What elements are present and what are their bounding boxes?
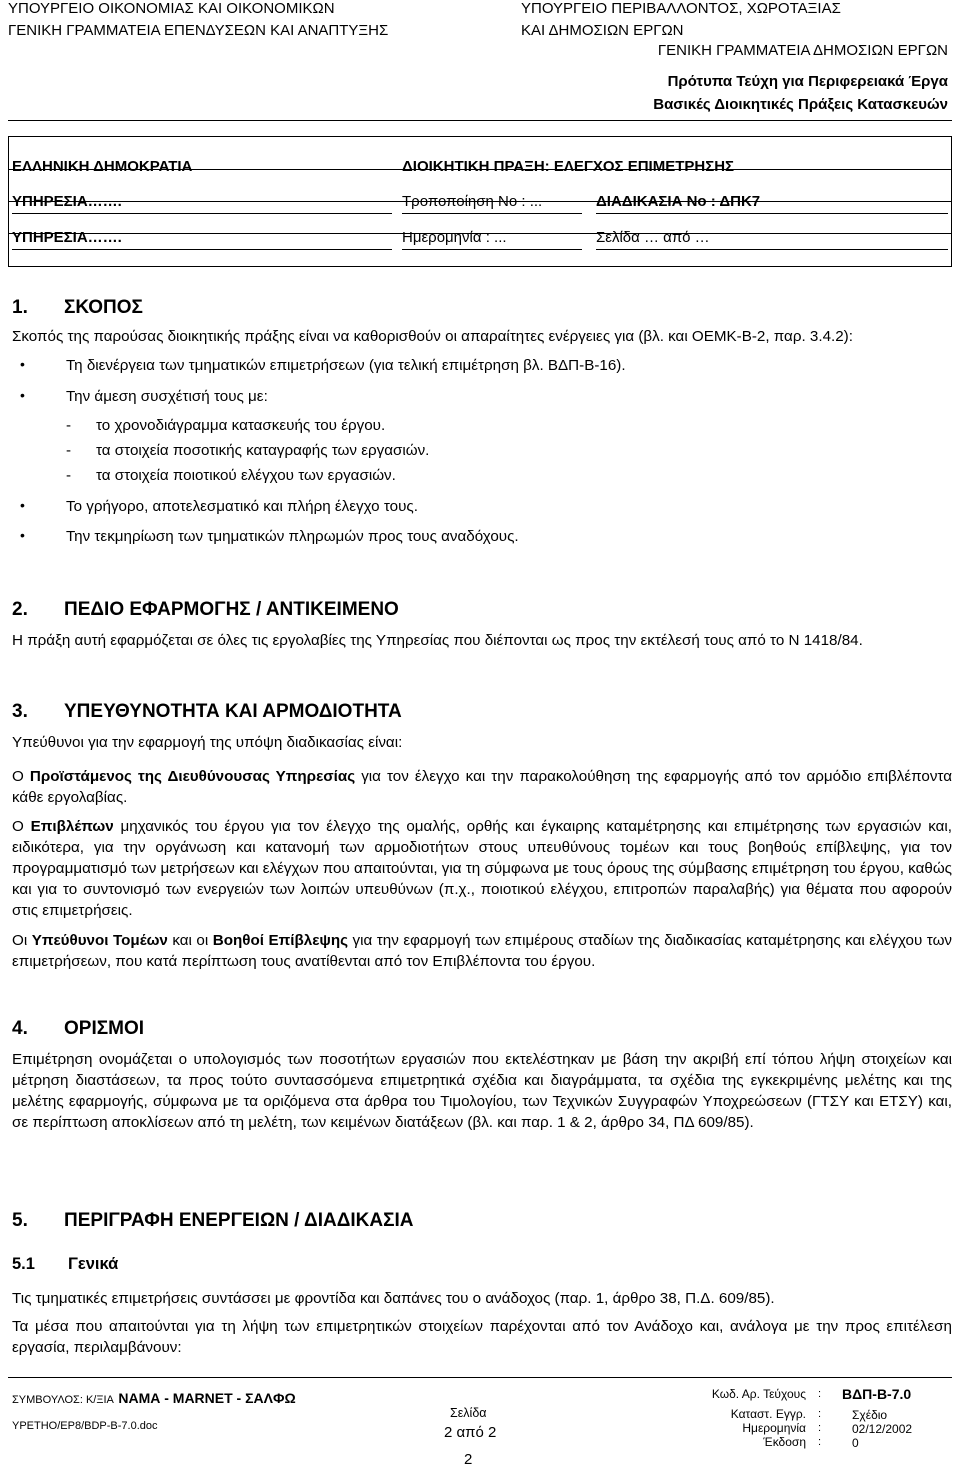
p3-mid: και οι [167, 932, 213, 949]
p3-pre: Οι [12, 932, 32, 949]
colon: : [818, 1408, 822, 1420]
p3-role-1: Υπεύθυνοι Τομέων [31, 932, 168, 949]
header-left-secretariat: ΓΕΝΙΚΗ ΓΡΑΜΜΑΤΕΙΑ ΕΠΕΝΔΥΣΕΩΝ ΚΑΙ ΑΝΑΠΤΥΞΗΣ [8, 22, 389, 39]
section-2-heading [12, 599, 399, 621]
section-2-title: ΠΕΔΙΟ ΕΦΑΡΜΟΓΗΣ / ΑΝΤΙΚΕΙΜΕΝΟ [64, 599, 399, 620]
section-5-number: 5. [12, 1210, 28, 1231]
p3-role-2: Βοηθοί Επίβλεψης [212, 932, 349, 949]
p2-pre: Ο [12, 818, 31, 835]
date-field: Ημερομηνία : ... [402, 229, 507, 246]
page-field: Σελίδα … από … [596, 229, 710, 246]
section-5-1-heading [12, 1255, 118, 1274]
p3-post: για την εφαρμογή των επιμέρους σταδίων της διαδικασίας καταμέτρησης και ελέγχου των επιμετρήσεων, που κατά περίπτωση τους ανατίθενται από τον Επιβλέποντα του έργου. [12, 932, 953, 970]
header-right-ministry-2: ΚΑΙ ΔΗΜΟΣΙΩΝ ΕΡΓΩΝ [521, 22, 684, 39]
header-left-ministry: ΥΠΟΥΡΓΕΙΟ ΟΙΚΟΝΟΜΙΑΣ ΚΑΙ ΟΙΚΟΝΟΜΙΚΩΝ [8, 0, 335, 17]
section-2-number: 2. [12, 599, 28, 620]
section-1-intro: Σκοπός της παρούσας διοικητικής πράξης είναι να καθορισθούν οι απαραίτητες ενέργειες για (βλ. και ΟΕΜΚ-Β-2, παρ. 3.4.2): [12, 328, 853, 345]
footer-page-label: Σελίδα [450, 1406, 487, 1420]
p1-pre: Ο [12, 768, 30, 785]
section-4-title: ΟΡΙΣΜΟΙ [64, 1018, 145, 1039]
section-1-bullet-4: Την τεκμηρίωση των τμηματικών πληρωμών προς τους αναδόχους. [66, 528, 519, 545]
page-underline [596, 249, 948, 250]
section-1-heading [12, 297, 143, 319]
p2-post: μηχανικός του έργου για τον έλεγχο της ομαλής, ορθής και έγκαιρης καταμέτρησης και επιμέτρησης των εργασιών και, ειδικότερα, για την οργάνωση και κατανομή των αρμοδιοτήτων στους υπευθύνους τομέων και τους βοηθούς επίβλεψης, για τον προγραμματισμό των μετρήσεων και ελέγχων που απαιτούνται, για τη σύμφωνα με τους όρους της σύμβασης επιμέτρηση του έργου, καθώς και για το συντονισμό των ενεργειών των λοιπών υπευθύνων (π.χ., ποιοτικού ελέγχου, επιτροπών παραλαβής) για θέματα που αφορούν στις επιμετρήσεις. [12, 818, 952, 919]
bullet-icon: • [20, 387, 25, 403]
service-2: ΥΠΗΡΕΣΙΑ……. [12, 229, 122, 246]
section-3-title: ΥΠΕΥΘΥΝΟΤΗΤΑ ΚΑΙ ΑΡΜΟΔΙΟΤΗΤΑ [64, 701, 402, 722]
date-value: 02/12/2002 [852, 1422, 913, 1436]
service-2-underline [12, 249, 392, 250]
amendment-underline [402, 213, 582, 214]
section-5-heading [12, 1210, 413, 1232]
date-label: Ημερομηνία [742, 1421, 806, 1435]
section-3-paragraph-2 [12, 816, 952, 921]
section-5-title: ΠΕΡΙΓΡΑΦΗ ΕΝΕΡΓΕΙΩΝ / ΔΙΑΔΙΚΑΣΙΑ [64, 1210, 414, 1231]
bullet-icon: • [20, 356, 25, 372]
service-1-underline [12, 213, 392, 214]
colon: : [818, 1422, 822, 1434]
section-2-text: Η πράξη αυτή εφαρμόζεται σε όλες τις εργολαβίες της Υπηρεσίας που διέπονται ως προς την εκτέλεσή τους από το Ν 1418/84. [12, 632, 863, 649]
section-1-bullet-1: Τη διενέργεια των τμηματικών επιμετρήσεων (για τελική επιμέτρηση βλ. ΒΔΠ-Β-16). [66, 357, 626, 374]
doc-series: Πρότυπα Τεύχη για Περιφερειακά Έργα [667, 73, 948, 90]
section-1-dash-2: τα στοιχεία ποσοτικής καταγραφής των εργασιών. [96, 442, 430, 459]
section-4-heading [12, 1018, 144, 1040]
action-title: ΔΙΟΙΚΗΤΙΚΗ ΠΡΑΞΗ: ΕΛΕΓΧΟΣ ΕΠΙΜΕΤΡΗΣΗΣ [402, 158, 735, 175]
doc-subtitle: Βασικές Διοικητικές Πράξεις Κατασκευών [653, 96, 948, 113]
section-3-intro: Υπεύθυνοι για την εφαρμογή της υπόψη διαδικασίας είναι: [12, 734, 403, 751]
section-5-1-number: 5.1 [12, 1255, 35, 1273]
edition-label: Έκδοση [763, 1435, 806, 1449]
header-right-ministry-1: ΥΠΟΥΡΓΕΙΟ ΠΕΡΙΒΑΛΛΟΝΤΟΣ, ΧΩΡΟΤΑΞΙΑΣ [521, 0, 841, 17]
republic-label: ΕΛΛΗΝΙΚΗ ΔΗΜΟΚΡΑΤΙΑ [12, 158, 193, 175]
code-label: Κωδ. Αρ. Τεύχους [711, 1387, 806, 1401]
code-value: ΒΔΠ-Β-7.0 [842, 1386, 912, 1402]
dash-icon: - [66, 417, 72, 434]
section-3-number: 3. [12, 701, 28, 722]
p1-role: Προϊστάμενος της Διευθύνουσας Υπηρεσίας [29, 768, 356, 785]
section-3-paragraph-1 [12, 766, 952, 808]
header-rule [8, 120, 952, 121]
section-1-number: 1. [12, 297, 28, 318]
section-5-1-title: Γενικά [68, 1255, 119, 1273]
section-4-text: Επιμέτρηση ονομάζεται ο υπολογισμός των ποσοτήτων εργασιών που εκτελέστηκαν με βάση την ακριβή επί τόπου λήψη στοιχείων και μέτρηση διαστάσεων, τα προς τούτο συντασσόμενα επιμετρητικά σχέδια και διαγράμματα, τα σχέδια της εγκεκριμένης μελέτης και της μελέτης εφαρμογής, σύμφωνα με τα οριζόμενα στα άρθρα του Τιμολογίου, των Τεχνικών Συγγραφών Υποχρεώσεων (ΓΤΣΥ και ΕΤΣΥ) και, σε περίπτωση αποκλίσεων από τη μελέτη, των κειμένων διατάξεων (βλ. και παρ. 1 & 2, άρθρο 34, ΠΔ 609/85). [12, 1051, 952, 1131]
footer-file: ΥΡΕΤΗΟ/ΕΡ8/BDP-B-7.0.doc [12, 1420, 158, 1432]
procedure-no: ΔΙΑΔΙΚΑΣΙΑ Νο : ΔΠΚ7 [596, 193, 761, 210]
footer-page-of: 2 από 2 [444, 1424, 497, 1441]
header-right-secretariat: ΓΕΝΙΚΗ ΓΡΑΜΜΑΤΕΙΑ ΔΗΜΟΣΙΩΝ ΕΡΓΩΝ [657, 42, 948, 59]
section-1-bullet-2: Την άμεση συσχέτισή τους με: [66, 388, 268, 405]
section-5-1-paragraph-1: Τις τμηματικές επιμετρήσεις συντάσσει με φροντίδα και δαπάνες του ο ανάδοχος (παρ. 1, άρθρο 38, Π.Δ. 609/85). [12, 1290, 775, 1307]
date-underline [402, 249, 582, 250]
colon: : [818, 1388, 822, 1400]
bullet-icon: • [20, 527, 25, 543]
edition-value: 0 [852, 1436, 859, 1450]
consultant-line [12, 1390, 296, 1408]
state-label: Καταστ. Εγγρ. [730, 1407, 806, 1421]
service-1: ΥΠΗΡΕΣΙΑ……. [12, 193, 122, 210]
footer-rule [8, 1377, 952, 1378]
footer-page-bottom: 2 [464, 1451, 473, 1468]
colon: : [818, 1436, 822, 1448]
state-value: Σχέδιο [852, 1408, 888, 1422]
bullet-icon: • [20, 497, 25, 513]
procedure-underline [596, 213, 948, 214]
section-4-number: 4. [12, 1018, 28, 1039]
section-1-dash-3: τα στοιχεία ποιοτικού ελέγχου των εργασιών. [96, 467, 396, 484]
section-5-1-paragraph-2: Τα μέσα που απαιτούνται για τη λήψη των επιμετρητικών στοιχείων παρέχονται από τον Ανάδοχο και, ανάλογα με την προς επιτέλεση εργασία, περιλαμβάνουν: [12, 1318, 952, 1356]
amendment-field: Τροποποίηση Νο : ... [402, 193, 543, 210]
consultant-label: ΣΥΜΒΟΥΛΟΣ: Κ/ΞΙΑ [12, 1394, 114, 1406]
section-3-heading [12, 701, 402, 723]
dash-icon: - [66, 442, 72, 459]
section-1-dash-1: το χρονοδιάγραμμα κατασκευής του έργου. [96, 417, 386, 434]
consultant-name: ΝΑΜΑ - MARNET - ΣΑΛΦΩ [118, 1390, 296, 1406]
dash-icon: - [66, 467, 72, 484]
p2-role: Επιβλέπων [30, 818, 114, 835]
section-1-bullet-3: Το γρήγορο, αποτελεσματικό και πλήρη έλεγχο τους. [66, 498, 418, 515]
section-1-title: ΣΚΟΠΟΣ [64, 297, 143, 318]
p1-post: για τον έλεγχο και την παρακολούθηση της εφαρμογής από τον αρμόδιο επιβλέποντα κάθε εργολαβίας. [12, 768, 952, 806]
section-3-paragraph-3 [12, 930, 952, 972]
